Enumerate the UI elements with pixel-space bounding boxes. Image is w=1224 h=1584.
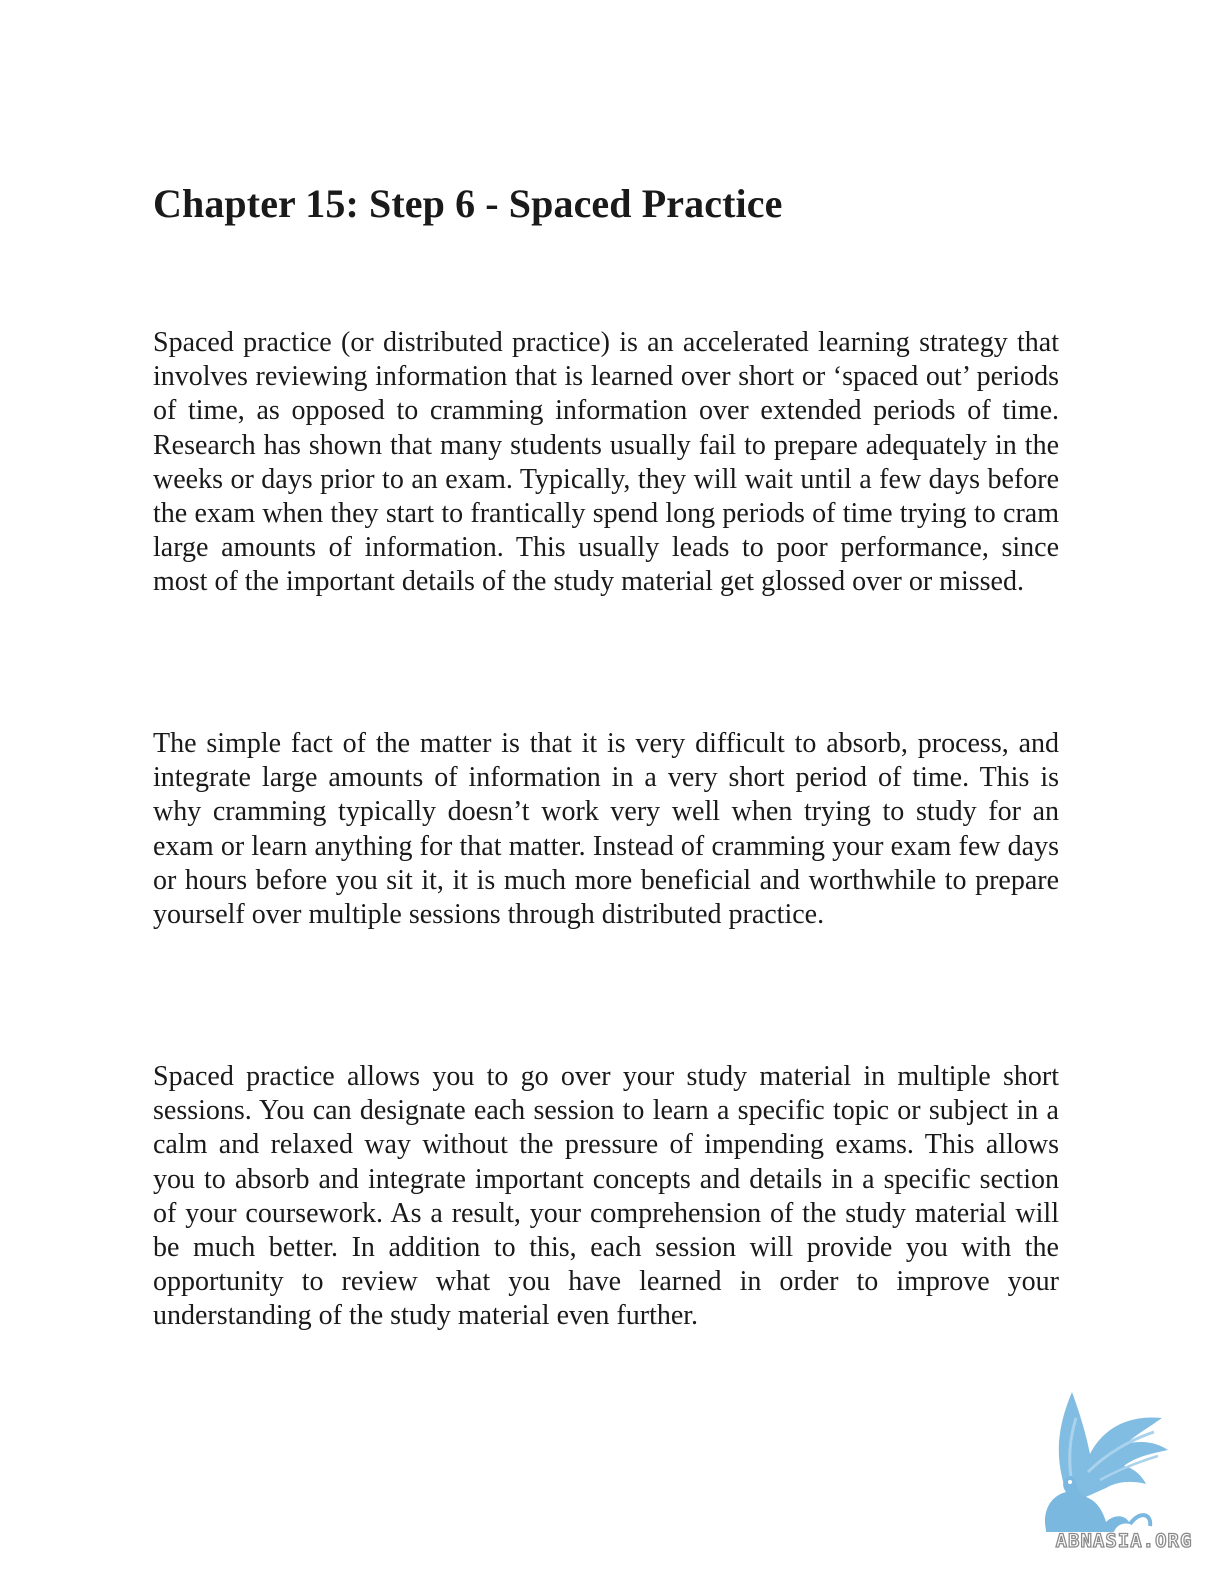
body-paragraph-1: Spaced practice (or distributed practice) is an accelerated learning strategy that involves reviewing information that is learned over short or ‘spaced out’ periods of time, as opposed to cramming information over extended periods of time. Research has shown that many students usually fail to prepare adequately in the weeks or days prior to an exam. Typically, they will wait until a few days before the exam when they start to frantically spend long periods of time trying to cram large amounts of information. This usually leads to poor performance, since most of the important details of the study material get glossed over or missed. [153,327,1059,598]
chapter-title: Chapter 15: Step 6 - Spaced Practice [153,181,783,226]
watermark-text: ABNASIA.ORG [1055,1530,1193,1552]
watermark [1030,1384,1214,1574]
body-paragraph-3: Spaced practice allows you to go over your study material in multiple short sessions. You can designate each session to learn a specific topic or subject in a calm and relaxed way without the pressure of impending exams. This allows you to absorb and integrate important concepts and details in a specific section of your coursework. As a result, your comprehension of the study material will be much better. In addition to this, each session will provide you with the opportunity to review what you have learned in order to improve your understanding of the study material even further. [153,1061,1059,1332]
griffin-logo-icon [1030,1384,1214,1534]
body-paragraph-2: The simple fact of the matter is that it is very difficult to absorb, process, and integrate large amounts of information in a very short period of time. This is why cramming typically doesn’t work very well when trying to study for an exam or learn anything for that matter. Instead of cramming your exam few days or hours before you sit it, it is much more beneficial and worthwhile to prepare yourself over multiple sessions through distributed practice. [153,728,1059,931]
